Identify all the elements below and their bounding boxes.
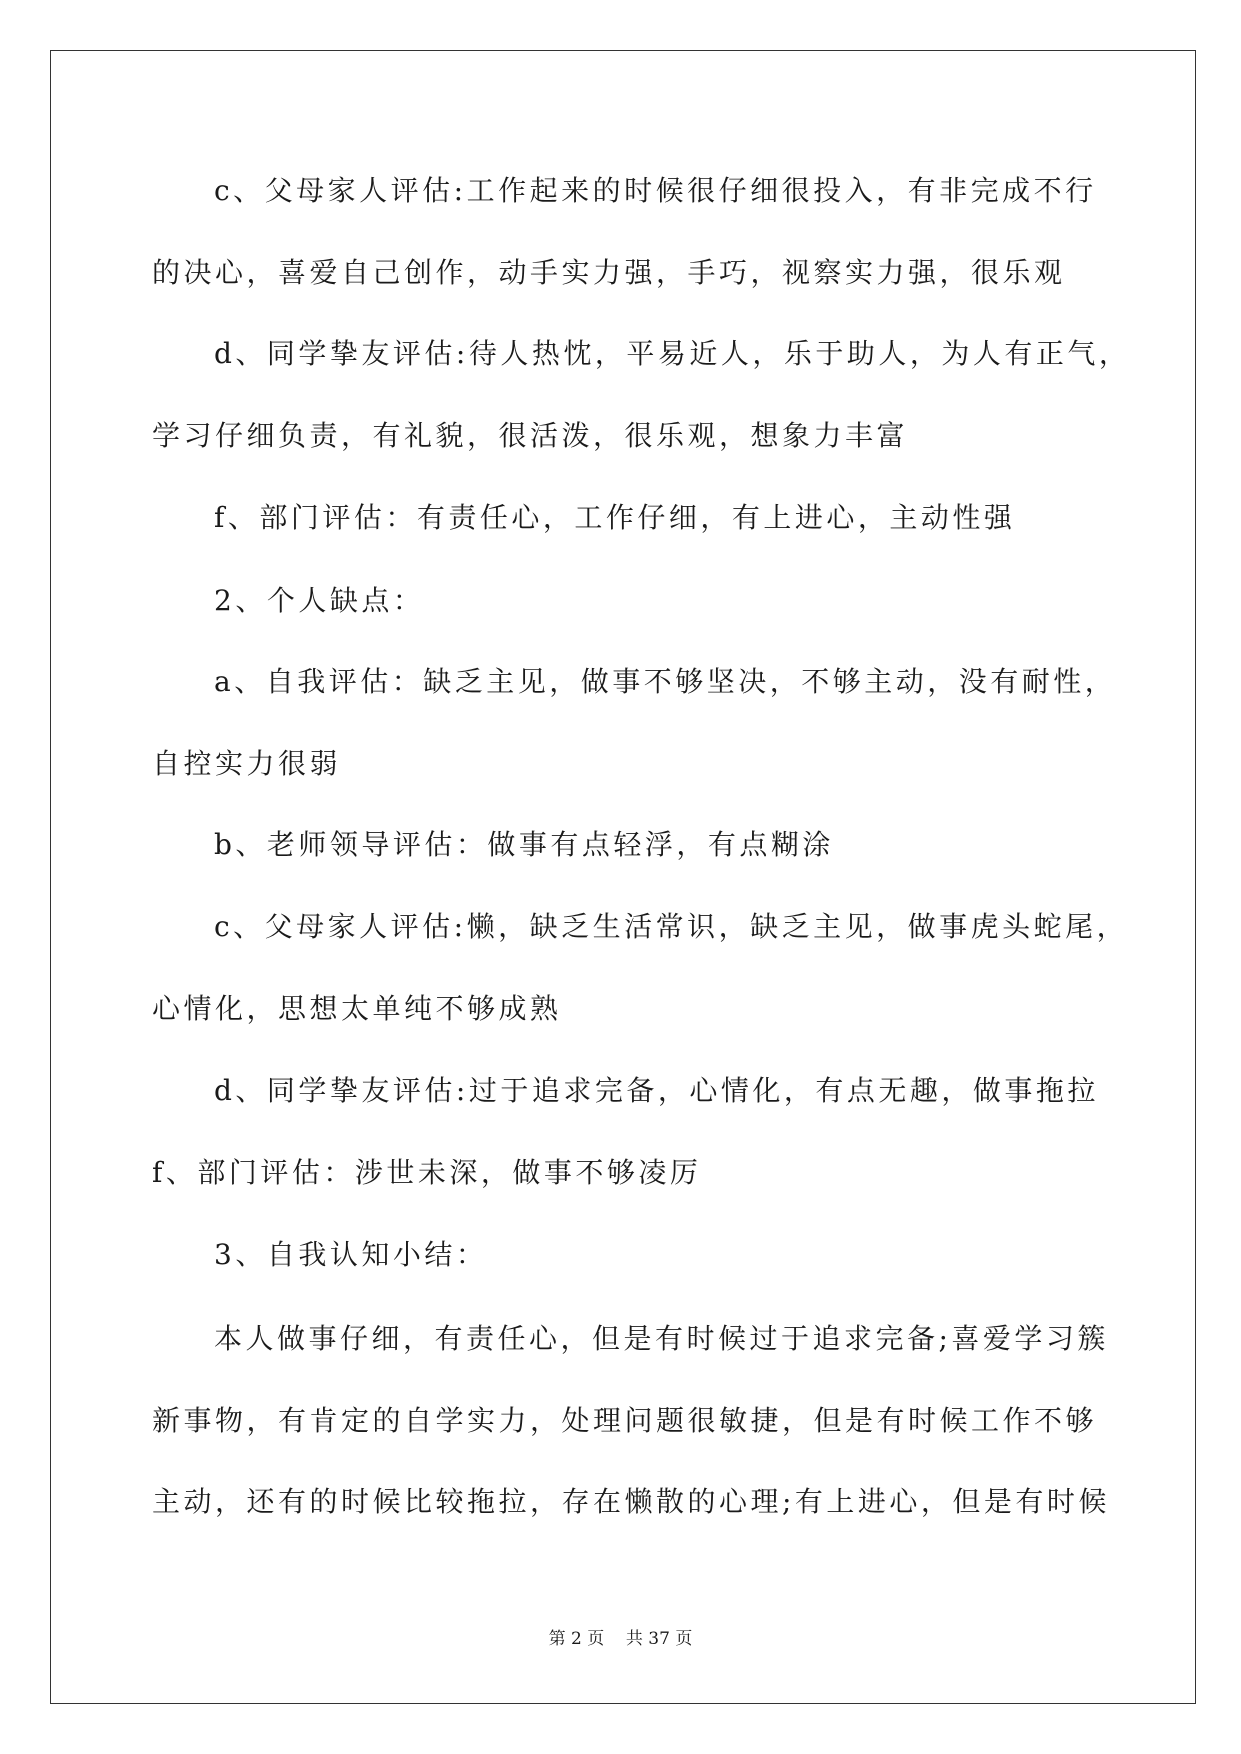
- page-total: 共 37 页: [625, 1629, 693, 1649]
- page-number: 第 2 页: [548, 1629, 605, 1649]
- text-line: 心情化，思想太单纯不够成熟: [152, 992, 562, 1025]
- text-line: c、父母家人评估:懒，缺乏生活常识，缺乏主见，做事虎头蛇尾，: [214, 910, 1129, 943]
- text-line: 的决心，喜爱自己创作，动手实力强，手巧，视察实力强，很乐观: [152, 256, 1066, 289]
- text-line: c、父母家人评估:工作起来的时候很仔细很投入，有非完成不行: [214, 174, 1097, 207]
- text-line: a、自我评估：缺乏主见，做事不够坚决，不够主动，没有耐性，: [214, 665, 1117, 698]
- text-line: 3、自我认知小结：: [214, 1238, 488, 1271]
- text-line: b、老师领导评估：做事有点轻浮，有点糊涂: [214, 828, 834, 861]
- text-line: f、部门评估：有责任心，工作仔细，有上进心，主动性强: [214, 501, 1016, 534]
- text-line: 新事物，有肯定的自学实力，处理问题很敏捷，但是有时候工作不够: [152, 1404, 1098, 1437]
- text-line: 学习仔细负责，有礼貌，很活泼，很乐观，想象力丰富: [152, 419, 909, 452]
- text-line: 自控实力很弱: [152, 747, 342, 780]
- text-line: 主动，还有的时候比较拖拉，存在懒散的心理;有上进心，但是有时候: [152, 1485, 1110, 1518]
- text-line: d、同学挚友评估:待人热忱，平易近人，乐于助人，为人有正气，: [214, 337, 1131, 370]
- page-border: [50, 50, 1196, 1704]
- text-line: f、部门评估：涉世未深，做事不够凌厉: [152, 1156, 702, 1189]
- text-line: d、同学挚友评估:过于追求完备，心情化，有点无趣，做事拖拉: [214, 1074, 1099, 1107]
- text-line: 本人做事仔细，有责任心，但是有时候过于追求完备;喜爱学习簇: [214, 1322, 1109, 1355]
- text-line: 2、个人缺点：: [214, 584, 425, 617]
- page-footer: [0, 1628, 1241, 1650]
